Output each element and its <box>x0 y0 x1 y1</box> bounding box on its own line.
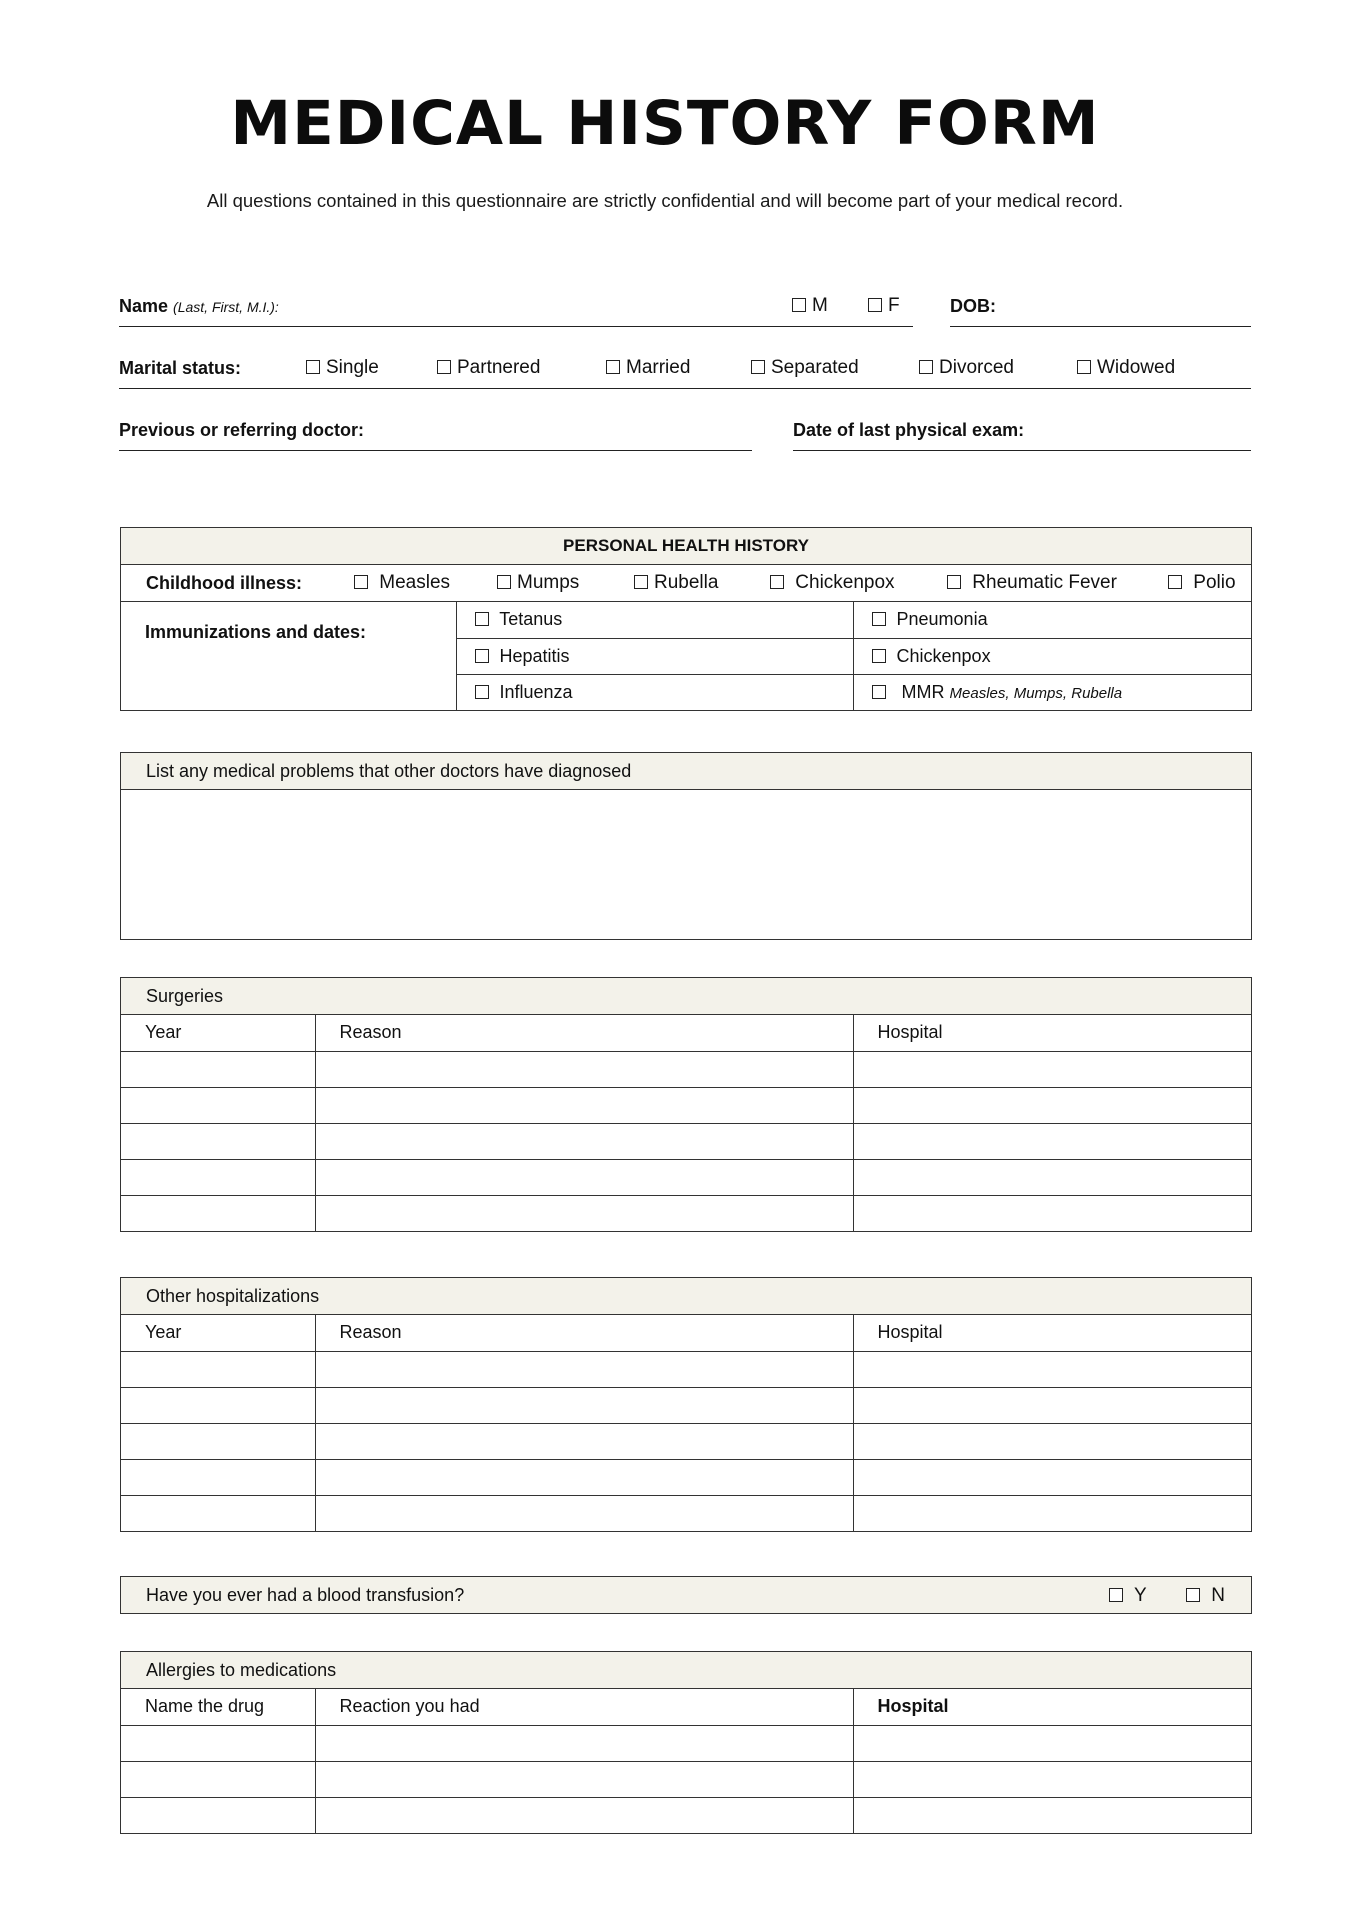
immunization-pneumonia[interactable] <box>853 602 1251 638</box>
column-header: Year <box>145 1022 182 1043</box>
checkbox[interactable] <box>792 298 806 312</box>
checkbox[interactable] <box>919 360 933 374</box>
blood-transfusion-row <box>120 1576 1252 1614</box>
sex-m-label: M <box>812 295 828 316</box>
confidentiality-notice: All questions contained in this questionnaire are strictly confidential and will become part of your medical record. <box>206 190 1124 211</box>
table-row <box>121 1195 1251 1231</box>
table-cell[interactable] <box>315 1725 853 1761</box>
option-label: MMR <box>901 681 945 702</box>
hospitalizations-section <box>120 1277 1252 1532</box>
marital-option-married[interactable] <box>606 357 690 379</box>
table-cell[interactable] <box>121 1195 315 1231</box>
table-cell[interactable] <box>121 1387 315 1423</box>
table-cell[interactable] <box>853 1159 1251 1195</box>
option-label: Rubella <box>654 572 719 593</box>
marital-option-label: Married <box>626 357 691 378</box>
immunization-mmr[interactable] <box>853 674 1251 710</box>
checkbox[interactable] <box>354 575 368 589</box>
page-title: MEDICAL HISTORY FORM <box>230 88 1100 159</box>
table-row <box>121 1725 1251 1761</box>
allergies-section <box>120 1651 1252 1834</box>
surgeries-section <box>120 977 1252 1232</box>
marital-field <box>119 352 1251 389</box>
table-cell[interactable] <box>853 1087 1251 1123</box>
section-header <box>121 528 1251 565</box>
table-cell[interactable] <box>315 1051 853 1087</box>
option-label: Y <box>1133 1585 1147 1606</box>
section-header <box>121 978 1251 1015</box>
option-label: Pneumonia <box>896 609 988 630</box>
childhood-option[interactable] <box>770 572 895 594</box>
table-cell[interactable] <box>121 1123 315 1159</box>
table-cell[interactable] <box>853 1797 1251 1833</box>
childhood-option[interactable] <box>354 572 450 594</box>
marital-option-divorced[interactable] <box>919 357 1014 379</box>
table-cell[interactable] <box>853 1495 1251 1531</box>
table-cell[interactable] <box>315 1797 853 1833</box>
table-cell[interactable] <box>853 1761 1251 1797</box>
last-exam-field[interactable] <box>793 414 1251 451</box>
checkbox[interactable] <box>437 360 451 374</box>
allergies-table <box>121 1689 1251 1833</box>
table-row <box>121 1761 1251 1797</box>
table-cell[interactable] <box>853 1051 1251 1087</box>
table-cell[interactable] <box>121 1797 315 1833</box>
table-cell[interactable] <box>121 1459 315 1495</box>
table-cell[interactable] <box>315 1351 853 1387</box>
table-row <box>121 1123 1251 1159</box>
checkbox[interactable] <box>475 649 489 663</box>
table-header-row <box>121 1015 1251 1051</box>
checkbox[interactable] <box>606 360 620 374</box>
section-title: Other hospitalizations <box>146 1286 320 1306</box>
checkbox[interactable] <box>1186 1588 1200 1602</box>
option-label: Chickenpox <box>896 645 991 666</box>
table-cell[interactable] <box>315 1495 853 1531</box>
diagnosed-problems-section <box>120 752 1252 940</box>
childhood-illness-row <box>121 565 1251 602</box>
table-row <box>121 1797 1251 1833</box>
checkbox[interactable] <box>868 298 882 312</box>
option-label: Influenza <box>499 681 573 702</box>
name-hint: (Last, First, M.I.): <box>173 299 279 315</box>
table-row <box>121 1159 1251 1195</box>
option-label: Mumps <box>517 572 580 593</box>
table-cell[interactable] <box>315 1195 853 1231</box>
marital-option-widowed[interactable] <box>1077 357 1175 379</box>
checkbox[interactable] <box>872 685 886 699</box>
table-row <box>121 1495 1251 1531</box>
transfusion-no-option[interactable] <box>1186 1585 1225 1607</box>
section-title: Allergies to medications <box>146 1660 337 1680</box>
transfusion-yes-option[interactable] <box>1109 1585 1147 1607</box>
column-header: Hospital <box>853 1689 1251 1725</box>
section-title: PERSONAL HEALTH HISTORY <box>563 536 809 555</box>
table-cell[interactable] <box>315 1159 853 1195</box>
table-row <box>121 1351 1251 1387</box>
section-header <box>121 1278 1251 1315</box>
hospitalizations-table <box>121 1315 1251 1531</box>
name-field[interactable] <box>119 290 913 327</box>
column-header: Reaction you had <box>315 1689 853 1725</box>
table-cell[interactable] <box>121 1159 315 1195</box>
table-cell[interactable] <box>121 1423 315 1459</box>
table-cell[interactable] <box>853 1459 1251 1495</box>
table-cell[interactable] <box>121 1725 315 1761</box>
table-cell[interactable] <box>315 1459 853 1495</box>
table-row <box>121 1387 1251 1423</box>
marital-option-label: Partnered <box>457 357 541 378</box>
option-label: N <box>1211 1585 1226 1606</box>
table-header-row <box>121 1689 1251 1725</box>
marital-option-label: Separated <box>771 357 859 378</box>
option-label: Hepatitis <box>499 645 570 666</box>
column-header: Hospital <box>853 1015 1251 1051</box>
name-label: Name <box>119 296 169 316</box>
immunizations-label: Immunizations and dates: <box>145 622 367 642</box>
table-row <box>121 602 1251 638</box>
checkbox[interactable] <box>770 575 784 589</box>
immunizations-table <box>121 602 1251 710</box>
childhood-option[interactable] <box>634 572 718 594</box>
marital-option-partnered[interactable] <box>437 357 540 379</box>
last-exam-label: Date of last physical exam: <box>793 420 1025 440</box>
table-cell[interactable] <box>853 1423 1251 1459</box>
checkbox[interactable] <box>872 649 886 663</box>
section-header <box>121 1652 1251 1689</box>
checkbox[interactable] <box>751 360 765 374</box>
dob-field[interactable] <box>950 290 1251 327</box>
sex-f-label: F <box>888 295 900 316</box>
dob-label: DOB: <box>950 296 996 316</box>
table-cell[interactable] <box>315 1761 853 1797</box>
immunization-chickenpox[interactable] <box>853 638 1251 674</box>
marital-option-single[interactable] <box>306 357 379 379</box>
sex-m-option[interactable] <box>792 295 828 317</box>
table-row <box>121 1051 1251 1087</box>
table-row <box>121 1423 1251 1459</box>
immunization-tetanus[interactable] <box>456 602 853 638</box>
table-cell[interactable] <box>853 1725 1251 1761</box>
table-cell[interactable] <box>315 1123 853 1159</box>
option-label: Rheumatic Fever <box>972 572 1117 593</box>
table-header-row <box>121 1315 1251 1351</box>
option-label: Chickenpox <box>795 572 895 593</box>
immunization-hepatitis[interactable] <box>456 638 853 674</box>
checkbox[interactable] <box>872 612 886 626</box>
option-label: Measles <box>379 572 451 593</box>
surgeries-table <box>121 1015 1251 1231</box>
sex-f-option[interactable] <box>868 295 900 317</box>
marital-option-separated[interactable] <box>751 357 859 379</box>
referring-doctor-label: Previous or referring doctor: <box>119 420 365 440</box>
checkbox[interactable] <box>306 360 320 374</box>
table-cell[interactable] <box>853 1195 1251 1231</box>
checkbox[interactable] <box>475 685 489 699</box>
column-header: Name the drug <box>145 1696 265 1717</box>
table-row <box>121 1459 1251 1495</box>
table-cell[interactable] <box>121 1495 315 1531</box>
column-header: Hospital <box>853 1315 1251 1351</box>
table-cell[interactable] <box>315 1423 853 1459</box>
section-header <box>121 753 1251 790</box>
table-cell[interactable] <box>121 1761 315 1797</box>
marital-option-label: Divorced <box>939 357 1014 378</box>
checkbox[interactable] <box>947 575 961 589</box>
table-cell[interactable] <box>121 1351 315 1387</box>
referring-doctor-field[interactable] <box>119 414 752 451</box>
marital-label: Marital status: <box>119 358 242 378</box>
table-row <box>121 1087 1251 1123</box>
checkbox[interactable] <box>1077 360 1091 374</box>
table-cell[interactable] <box>315 1087 853 1123</box>
column-header: Reason <box>315 1015 853 1051</box>
checkbox[interactable] <box>497 575 511 589</box>
childhood-option[interactable] <box>497 572 579 594</box>
transfusion-question: Have you ever had a blood transfusion? <box>146 1585 465 1605</box>
option-label: Tetanus <box>499 609 563 630</box>
table-cell[interactable] <box>853 1387 1251 1423</box>
checkbox[interactable] <box>1109 1588 1123 1602</box>
column-header: Reason <box>315 1315 853 1351</box>
childhood-illness-label: Childhood illness: <box>146 573 302 593</box>
diagnosed-problems-input[interactable] <box>121 790 1251 939</box>
table-cell[interactable] <box>315 1387 853 1423</box>
personal-health-history <box>120 527 1252 711</box>
table-cell[interactable] <box>121 1051 315 1087</box>
mmr-note: Measles, Mumps, Rubella <box>949 684 1123 702</box>
table-cell[interactable] <box>121 1087 315 1123</box>
table-cell[interactable] <box>853 1123 1251 1159</box>
section-title: List any medical problems that other doctors have diagnosed <box>146 761 632 781</box>
childhood-option[interactable] <box>947 572 1117 594</box>
immunization-influenza[interactable] <box>456 674 853 710</box>
section-title: Surgeries <box>146 986 224 1006</box>
column-header: Year <box>145 1322 182 1343</box>
table-cell[interactable] <box>853 1351 1251 1387</box>
checkbox[interactable] <box>634 575 648 589</box>
marital-option-label: Single <box>326 357 379 378</box>
checkbox[interactable] <box>475 612 489 626</box>
option-label: Polio <box>1193 572 1236 593</box>
checkbox[interactable] <box>1168 575 1182 589</box>
marital-option-label: Widowed <box>1097 357 1176 378</box>
childhood-option[interactable] <box>1168 572 1236 594</box>
